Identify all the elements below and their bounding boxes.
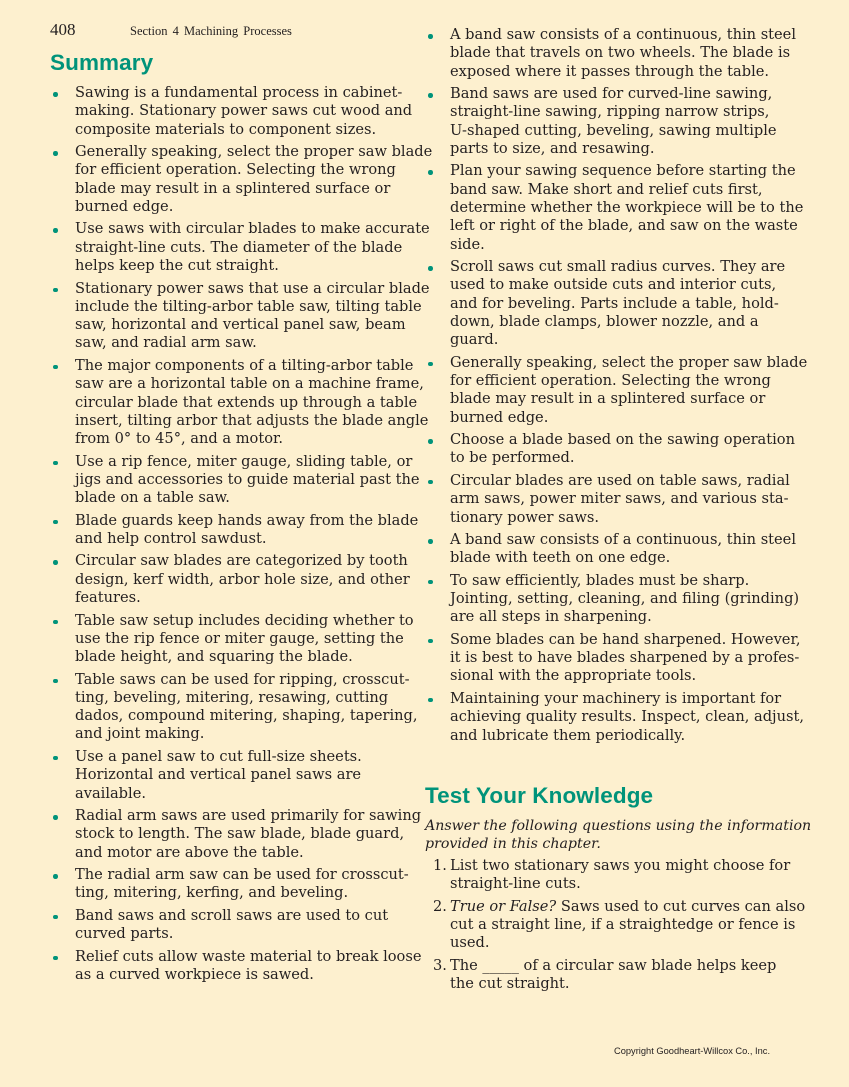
bullet-icon	[428, 539, 433, 544]
summary-item-line: A band saw consists of a continuous, thin steel	[450, 26, 796, 43]
summary-item	[50, 866, 415, 903]
question-number: 1.	[433, 857, 447, 874]
summary-item-line: and help control sawdust.	[75, 529, 267, 547]
summary-item-line: sional with the appropriate tools.	[450, 667, 697, 685]
bullet-icon	[53, 151, 58, 156]
summary-item	[425, 353, 808, 427]
summary-item-line: Jointing, setting, cleaning, and filing (grinding)	[450, 590, 800, 608]
summary-item-line: making. Stationary power saws cut wood and	[75, 102, 413, 120]
summary-item-line: Table saw setup includes deciding whether to	[75, 611, 414, 629]
summary-item	[425, 531, 795, 568]
summary-item	[425, 85, 795, 158]
question-italic-prefix: True or False?	[450, 897, 557, 915]
bullet-icon	[428, 639, 433, 644]
summary-list-left	[50, 84, 433, 988]
summary-item	[50, 807, 422, 862]
summary-item-line: blade height, and squaring the blade.	[75, 648, 353, 666]
bullet-icon	[53, 461, 58, 466]
instruction-line: provided in this chapter.	[425, 836, 601, 853]
bullet-icon	[53, 560, 58, 565]
bullet-icon	[53, 288, 58, 293]
summary-item-line: Horizontal and vertical panel saws are	[75, 766, 362, 784]
summary-item	[425, 431, 795, 468]
summary-item-line: straight-line cuts. The diameter of the blade	[75, 238, 403, 256]
test-instructions	[425, 817, 811, 854]
summary-item-line: Maintaining your machinery is important for	[450, 689, 782, 707]
bullet-icon	[53, 874, 58, 879]
summary-item-line: Relief cuts allow waste material to break loose	[75, 947, 422, 965]
summary-item-line: saw are a horizontal table on a machine frame,	[75, 375, 424, 393]
summary-item-line: Generally speaking, select the proper saw blade	[450, 353, 808, 371]
bullet-icon	[428, 93, 433, 98]
bullet-icon	[53, 815, 58, 820]
summary-item	[50, 612, 415, 667]
question-number: 2.	[433, 897, 447, 915]
question-line: The _____ of a circular saw blade helps keep	[450, 956, 777, 974]
summary-item-line: The radial arm saw can be used for crosscut-	[75, 866, 409, 884]
summary-item-line: saw, horizontal and vertical panel saw, beam	[75, 316, 406, 334]
summary-item-line: use the rip fence or miter gauge, setting the	[75, 629, 404, 647]
bullet-icon	[53, 92, 58, 97]
question-item	[425, 957, 795, 994]
summary-item-line: To saw efficiently, blades must be sharp.	[450, 571, 750, 589]
summary-item-line: Circular saw blades are categorized by tooth	[75, 552, 408, 570]
summary-item-line: guard.	[450, 331, 499, 349]
summary-item-line: band saw. Make short and relief cuts first,	[450, 180, 763, 198]
summary-item-line: for efficient operation. Selecting the wrong	[75, 161, 396, 179]
summary-item-line: Use a rip fence, miter gauge, sliding table, or	[75, 452, 413, 470]
summary-item	[50, 670, 418, 744]
summary-item-line: Radial arm saws are used primarily for sawing	[75, 807, 422, 825]
section-title: Section 4 Machining Processes	[130, 24, 292, 38]
bullet-icon	[428, 480, 433, 485]
summary-item-line: Plan your sawing sequence before starting the	[450, 162, 796, 180]
summary-item-line: jigs and accessories to guide material past the	[75, 470, 420, 488]
summary-item	[425, 571, 800, 627]
summary-item-line: blade on a table saw.	[75, 489, 230, 507]
summary-item-line: Blade guards keep hands away from the blade	[75, 511, 419, 529]
summary-item-line: dados, compound mitering, shaping, tapering,	[75, 707, 418, 725]
question-list	[425, 857, 806, 998]
summary-item-line: saw, and radial arm saw.	[75, 334, 257, 352]
summary-item-line: and lubricate them periodically.	[450, 726, 686, 744]
bullet-icon	[53, 365, 58, 370]
summary-item-line: U-shaped cutting, beveling, sawing multiple	[450, 121, 777, 139]
question-number: 3.	[433, 956, 447, 974]
bullet-icon	[53, 956, 58, 961]
summary-item-line: circular blade that extends up through a table	[75, 393, 418, 411]
summary-item-line: The major components of a tilting-arbor table	[75, 356, 414, 374]
summary-item	[50, 552, 415, 607]
bullet-icon	[428, 266, 433, 271]
summary-item-line: used to make outside cuts and interior cuts,	[450, 276, 777, 294]
summary-item	[425, 472, 795, 527]
bullet-icon	[53, 620, 58, 625]
question-line: the cut straight.	[450, 975, 570, 993]
summary-item-line: straight-line sawing, ripping narrow strips,	[450, 103, 770, 121]
bullet-icon	[53, 679, 58, 684]
bullet-icon	[428, 439, 433, 444]
question-line: used.	[450, 934, 490, 952]
bullet-icon	[428, 362, 433, 367]
summary-item-line: side.	[450, 235, 485, 253]
summary-list-right	[425, 26, 808, 749]
summary-heading: Summary	[50, 50, 154, 75]
summary-item-line: it is best to have blades sharpened by a profes-	[450, 649, 800, 667]
summary-item	[50, 220, 430, 275]
summary-item-line: Circular blades are used on table saws, radial	[450, 471, 790, 489]
summary-item-line: Sawing is a fundamental process in cabinet-	[75, 84, 403, 101]
summary-item	[50, 279, 430, 353]
summary-item-line: insert, tilting arbor that adjusts the blade angle	[75, 411, 429, 429]
summary-item	[425, 26, 795, 81]
copyright: Copyright Goodheart-Willcox Co., Inc.	[614, 1046, 771, 1056]
bullet-icon	[53, 756, 58, 761]
summary-item-line: Use a panel saw to cut full-size sheets.	[75, 747, 362, 765]
summary-item	[50, 143, 433, 216]
question-line: List two stationary saws you might choose for	[450, 857, 791, 874]
summary-item	[50, 452, 420, 508]
summary-item	[50, 356, 429, 448]
summary-item-line: exposed where it passes through the table.	[450, 62, 770, 80]
summary-item-line: blade may result in a splintered surface or	[450, 390, 766, 408]
question-line: True or False? Saws used to cut curves can also	[450, 897, 806, 915]
test-heading: Test Your Knowledge	[425, 783, 654, 808]
summary-item-line: helps keep the cut straight.	[75, 257, 279, 275]
summary-item-line: and for beveling. Parts include a table, hold-	[450, 294, 779, 312]
summary-item-line: curved parts.	[75, 925, 174, 943]
summary-item-line: Stationary power saws that use a circular blade	[75, 279, 430, 297]
summary-item-line: Some blades can be hand sharpened. However,	[450, 630, 801, 648]
summary-item-line: determine whether the workpiece will be to the	[450, 199, 804, 217]
summary-item-line: Band saws are used for curved-line sawing,	[450, 85, 773, 103]
summary-item-line: ting, mitering, kerfing, and beveling.	[75, 884, 349, 902]
summary-item-line: blade that travels on two wheels. The blade is	[450, 44, 791, 62]
bullet-icon	[428, 580, 433, 585]
summary-item	[50, 907, 415, 944]
summary-item-line: as a curved workpiece is sawed.	[75, 965, 314, 983]
summary-item-line: include the tilting-arbor table saw, tilting table	[75, 297, 422, 315]
instruction-line: Answer the following questions using the information	[425, 818, 812, 834]
summary-item-line: Generally speaking, select the proper saw blade	[75, 143, 433, 161]
summary-item-line: are all steps in sharpening.	[450, 608, 652, 626]
bullet-icon	[53, 228, 58, 233]
summary-item-line: for efficient operation. Selecting the wrong	[450, 372, 771, 390]
summary-item-line: and joint making.	[75, 725, 205, 743]
question-line: straight-line cuts.	[450, 875, 581, 893]
summary-item	[425, 689, 804, 745]
summary-item-line: achieving quality results. Inspect, clean, adjust,	[450, 708, 804, 726]
summary-item-line: available.	[75, 784, 146, 802]
summary-item-line: stock to length. The saw blade, blade guard,	[75, 825, 405, 843]
page-number: 408	[50, 20, 76, 39]
summary-item-line: Use saws with circular blades to make accurate	[75, 220, 430, 238]
summary-item-line: left or right of the blade, and saw on the waste	[450, 217, 798, 235]
summary-item	[50, 511, 419, 549]
question-item	[425, 897, 806, 953]
bullet-icon	[428, 170, 433, 175]
summary-item-line: tionary power saws.	[450, 508, 599, 526]
summary-item-line: and motor are above the table.	[75, 843, 304, 861]
summary-item	[425, 162, 804, 253]
summary-item	[425, 630, 801, 686]
summary-item-line: ting, beveling, mitering, resawing, cutting	[75, 688, 389, 706]
summary-item-line: from 0° to 45°, and a motor.	[75, 430, 284, 448]
summary-item-line: A band saw consists of a continuous, thin steel	[450, 531, 796, 549]
summary-item-line: to be performed.	[450, 449, 575, 467]
summary-item	[425, 258, 795, 349]
summary-item-line: blade with teeth on one edge.	[450, 549, 671, 567]
summary-item-line: parts to size, and resawing.	[450, 139, 655, 157]
bullet-icon	[53, 915, 58, 920]
summary-item-line: design, kerf width, arbor hole size, and other	[75, 570, 410, 588]
summary-item-line: composite materials to component sizes.	[75, 120, 377, 138]
summary-item-line: down, blade clamps, blower nozzle, and a	[450, 313, 759, 331]
bullet-icon	[53, 520, 58, 525]
summary-item	[50, 947, 422, 985]
summary-item-line: Table saws can be used for ripping, crosscut-	[75, 670, 410, 688]
summary-item-line: Scroll saws cut small radius curves. They are	[450, 258, 786, 276]
bullet-icon	[428, 34, 433, 39]
summary-item	[50, 748, 415, 803]
summary-item-line: Band saws and scroll saws are used to cut	[75, 906, 389, 924]
summary-item-line: burned edge.	[450, 408, 549, 426]
summary-item-line: burned edge.	[75, 197, 174, 215]
summary-item-line: arm saws, power miter saws, and various sta-	[450, 490, 789, 508]
summary-item-line: Choose a blade based on the sawing operation	[450, 431, 795, 449]
question-item	[425, 857, 795, 894]
summary-item-line: blade may result in a splintered surface or	[75, 179, 391, 197]
summary-item-line: features.	[75, 589, 141, 607]
question-line: cut a straight line, if a straightedge or fence is	[450, 916, 796, 934]
bullet-icon	[428, 698, 433, 703]
summary-item	[50, 84, 415, 139]
